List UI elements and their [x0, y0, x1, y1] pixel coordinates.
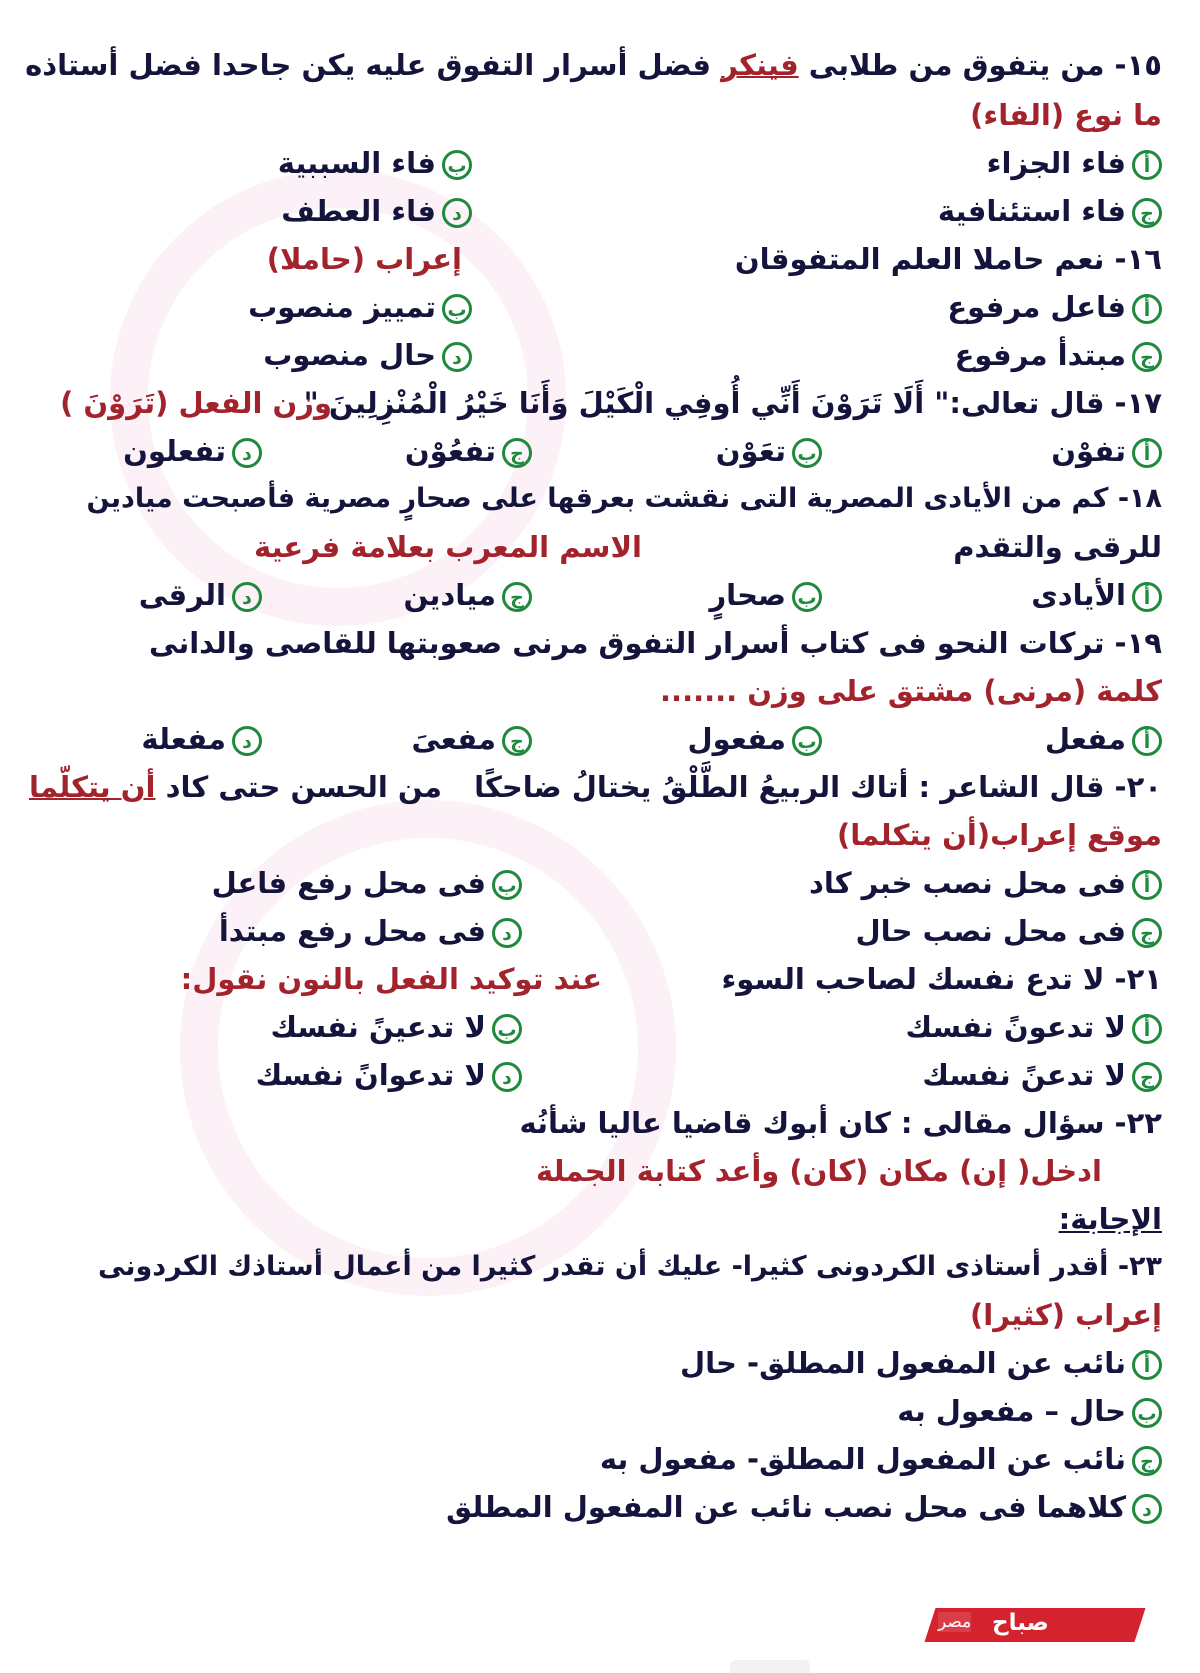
- badge-ba-icon: ب: [492, 870, 522, 900]
- badge-dal-icon: د: [232, 582, 262, 612]
- badge-alef-icon: أ: [1132, 870, 1162, 900]
- badge-ba-icon: ب: [442, 150, 472, 180]
- option-d: دفى محل رفع مبتدأ: [219, 906, 522, 956]
- question-23: ٢٣- أقدر أستاذى الكردونى كثيرا- عليك أن تقدر كثيرا من أعمال أستاذك الكردونى: [98, 1251, 1162, 1282]
- question-18: ١٨- كم من الأيادى المصرية التى نقشت بعرقها على صحارٍ مصرية فأصبحت ميادين: [86, 483, 1162, 514]
- question-21: ٢١- لا تدع نفسك لصاحب السوء عند توكيد الفعل بالنون نقول:: [38, 954, 1162, 1004]
- option-c: جفاء استئنافية: [938, 186, 1162, 236]
- option-b: بحال – مفعول به: [38, 1386, 1162, 1436]
- question-15-ask: ما نوع (الفاء): [970, 98, 1162, 132]
- option-c: جمفعىَ: [411, 714, 532, 764]
- option-d: دكلاهما فى محل نصب نائب عن المفعول المطلق: [38, 1482, 1162, 1532]
- option-b: بتعَوْن: [716, 426, 822, 476]
- option-a: أالأيادى: [1031, 570, 1162, 620]
- underlined-phrase: أن يتكلّما: [28, 770, 156, 804]
- options-row: [38, 1002, 1162, 1052]
- badge-dal-icon: د: [442, 198, 472, 228]
- badge-jeem-icon: ج: [1132, 342, 1162, 372]
- page-edge-tab: [730, 1660, 810, 1673]
- option-d: دمفعلة: [141, 714, 262, 764]
- option-d: دتفعلون: [123, 426, 262, 476]
- question-16: ١٦- نعم حاملا العلم المتفوقان إعراب (حاملا): [38, 234, 1162, 284]
- badge-ba-icon: ب: [792, 582, 822, 612]
- option-b: بتمييز منصوب: [248, 282, 472, 332]
- options-row: [38, 714, 1162, 764]
- badge-dal-icon: د: [1132, 1494, 1162, 1524]
- option-a: ألا تدعونً نفسك: [906, 1002, 1162, 1052]
- option-c: جمبتدأ مرفوع: [955, 330, 1162, 380]
- option-a: أتفوْن: [1051, 426, 1162, 476]
- question-18-cont: للرقى والتقدم الاسم المعرب بعلامة فرعية: [38, 522, 1162, 572]
- option-a: أمفعل: [1045, 714, 1162, 764]
- option-c: جنائب عن المفعول المطلق- مفعول به: [38, 1434, 1162, 1484]
- question-21-ask: عند توكيد الفعل بالنون نقول:: [180, 962, 602, 996]
- option-b: بمفعول: [687, 714, 822, 764]
- question-18-ask: الاسم المعرب بعلامة فرعية: [254, 530, 642, 564]
- question-15: ١٥- من يتفوق من طلابى فينكر فضل أسرار التفوق عليه يكن جاحدا فضل أستاذه: [25, 48, 1162, 82]
- question-19-ask: كلمة (مرنى) مشتق على وزن .......: [660, 674, 1162, 708]
- logo-sub-text: مصر: [938, 1612, 972, 1632]
- option-a: أفى محل نصب خبر كاد: [809, 858, 1162, 908]
- badge-alef-icon: أ: [1132, 150, 1162, 180]
- option-c: جميادين: [403, 570, 532, 620]
- option-c: جفى محل نصب حال: [856, 906, 1162, 956]
- options-row: [38, 906, 1162, 956]
- badge-jeem-icon: ج: [502, 582, 532, 612]
- option-d: دحال منصوب: [263, 330, 472, 380]
- badge-jeem-icon: ج: [502, 438, 532, 468]
- question-16-ask: إعراب (حاملا): [266, 242, 462, 276]
- logo-main-text: صباح: [992, 1610, 1049, 1636]
- options-row: [38, 282, 1162, 332]
- option-c: جتفعُوْن: [405, 426, 532, 476]
- option-c: جلا تدعنً نفسك: [922, 1050, 1162, 1100]
- badge-alef-icon: أ: [1132, 1350, 1162, 1380]
- question-17-ask: وزن الفعل (تَرَوْنَ ): [60, 386, 332, 420]
- badge-alef-icon: أ: [1132, 438, 1162, 468]
- badge-alef-icon: أ: [1132, 294, 1162, 324]
- option-a: أفاء الجزاء: [987, 138, 1162, 188]
- badge-alef-icon: أ: [1132, 1014, 1162, 1044]
- option-b: بفى محل رفع فاعل: [212, 858, 522, 908]
- badge-alef-icon: أ: [1132, 582, 1162, 612]
- options-row: [38, 186, 1162, 236]
- answer-label: الإجابة:: [1058, 1202, 1162, 1236]
- badge-alef-icon: أ: [1132, 726, 1162, 756]
- option-a: أنائب عن المفعول المطلق- حال: [38, 1338, 1162, 1388]
- option-b: بفاء السببية: [278, 138, 472, 188]
- question-23-ask: إعراب (كثيرا): [970, 1298, 1162, 1332]
- option-b: بلا تدعينً نفسك: [271, 1002, 522, 1052]
- badge-ba-icon: ب: [442, 294, 472, 324]
- option-d: دلا تدعوانً نفسك: [256, 1050, 522, 1100]
- question-22-ask: ادخل( إن) مكان (كان) وأعد كتابة الجملة: [535, 1154, 1102, 1188]
- badge-dal-icon: د: [232, 438, 262, 468]
- question-19: ١٩- تركات النحو فى كتاب أسرار التفوق مرنى صعوبتها للقاصى والدانى: [148, 626, 1162, 660]
- badge-jeem-icon: ج: [1132, 918, 1162, 948]
- badge-ba-icon: ب: [1132, 1398, 1162, 1428]
- site-logo: [930, 1600, 1140, 1650]
- badge-dal-icon: د: [492, 1062, 522, 1092]
- options-row: [38, 1050, 1162, 1100]
- options-row: [38, 330, 1162, 380]
- question-20-ask: موقع إعراب(أن يتكلما): [837, 818, 1162, 852]
- option-d: دالرقى: [139, 570, 262, 620]
- options-row: [38, 426, 1162, 476]
- option-a: أفاعل مرفوع: [947, 282, 1162, 332]
- badge-dal-icon: د: [232, 726, 262, 756]
- options-row: [38, 138, 1162, 188]
- option-b: بصحارٍ: [709, 570, 822, 620]
- badge-dal-icon: د: [492, 918, 522, 948]
- question-22: ٢٢- سؤال مقالى : كان أبوك قاضيا عاليا شأنُه: [519, 1106, 1162, 1140]
- badge-jeem-icon: ج: [502, 726, 532, 756]
- badge-jeem-icon: ج: [1132, 1062, 1162, 1092]
- badge-ba-icon: ب: [492, 1014, 522, 1044]
- options-row: [38, 570, 1162, 620]
- badge-ba-icon: ب: [792, 726, 822, 756]
- question-20: ٢٠- قال الشاعر : أتاك الربيعُ الطَّلْقُ يختالُ ضاحكًا من الحسن حتى كاد أن يتكلّما: [28, 770, 1162, 804]
- option-d: دفاء العطف: [281, 186, 472, 236]
- underlined-word: فينكر: [721, 48, 799, 82]
- badge-dal-icon: د: [442, 342, 472, 372]
- options-row: [38, 858, 1162, 908]
- badge-ba-icon: ب: [792, 438, 822, 468]
- badge-jeem-icon: ج: [1132, 1446, 1162, 1476]
- question-17: ١٧- قال تعالى:" أَلَا تَرَوْنَ أَنِّي أُوفِي الْكَيْلَ وَأَنَا خَيْرُ الْمُنْزِلِينَ " وزن الفعل (تَرَوْنَ ): [38, 378, 1162, 428]
- badge-jeem-icon: ج: [1132, 198, 1162, 228]
